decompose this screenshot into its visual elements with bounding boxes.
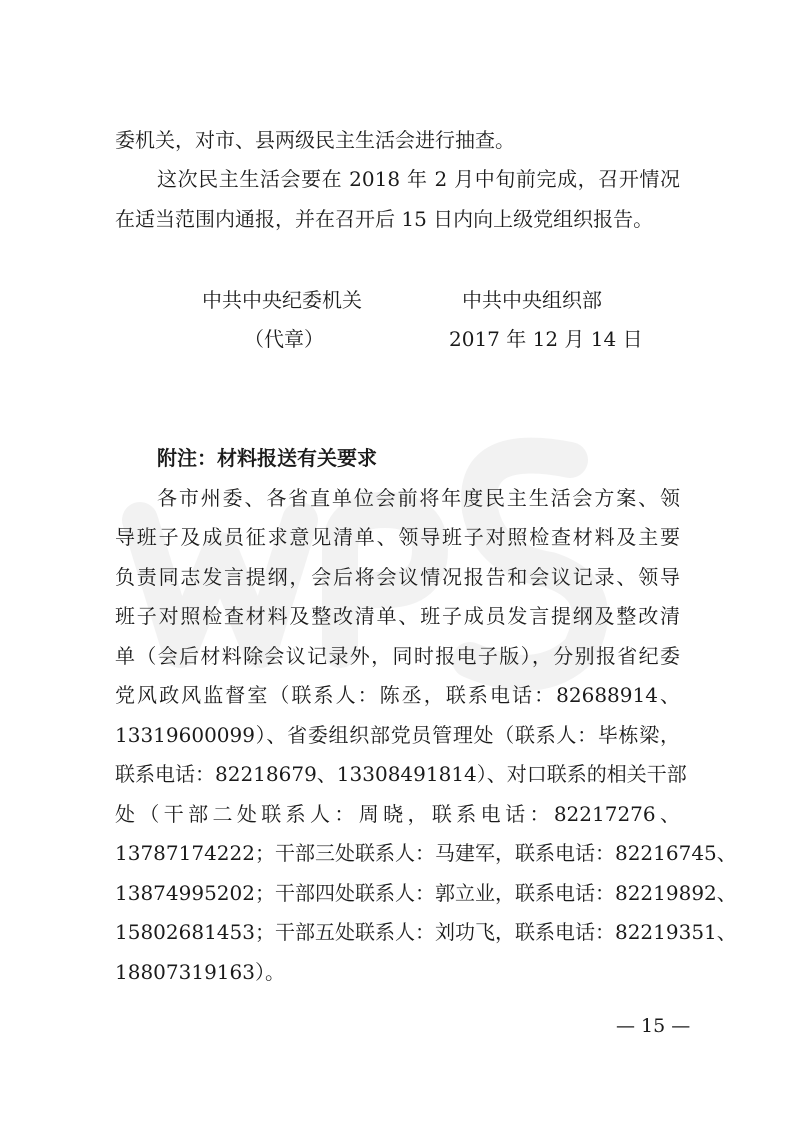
signature-date: 2017 年 12 月 14 日 bbox=[449, 327, 643, 351]
signature-left-org: 中共中央纪委机关 bbox=[202, 288, 362, 312]
page-number: — 15 — bbox=[616, 1015, 691, 1037]
text-line: 联系电话：82218679、13308491814）、对口联系的相关干部 bbox=[115, 762, 687, 786]
text-line: 这次民主生活会要在 2018 年 2 月中旬前完成，召开情况 bbox=[157, 167, 680, 191]
text-line: 委机关，对市、县两级民主生活会进行抽查。 bbox=[115, 128, 515, 152]
text-line: 单（会后材料除会议记录外，同时报电子版），分别报省纪委 bbox=[115, 644, 680, 668]
text-line: 13319600099）、省委组织部党员管理处（联系人：毕栋梁， bbox=[115, 723, 680, 747]
text-line: 15802681453；干部五处联系人：刘功飞，联系电话：82219351、 bbox=[115, 920, 737, 944]
text-line: 各市州委、各省直单位会前将年度民主生活会方案、领 bbox=[157, 486, 680, 510]
attachment-heading: 附注：材料报送有关要求 bbox=[157, 446, 377, 470]
signature-seal-note: （代章） bbox=[244, 327, 324, 351]
signature-right-org: 中共中央组织部 bbox=[462, 288, 602, 312]
text-line: 在适当范围内通报，并在召开后 15 日内向上级党组织报告。 bbox=[115, 207, 654, 231]
text-line: 处（干部二处联系人：周晓，联系电话：82217276、 bbox=[115, 802, 680, 826]
text-line: 班子对照检查材料及整改清单、班子成员发言提纲及整改清 bbox=[115, 604, 680, 628]
text-line: 党风政风监督室（联系人：陈丞，联系电话：82688914、 bbox=[115, 683, 680, 707]
text-line: 18807319163）。 bbox=[115, 960, 285, 984]
text-line: 13874995202；干部四处联系人：郭立业，联系电话：82219892、 bbox=[115, 881, 737, 905]
text-line: 负责同志发言提纲，会后将会议情况报告和会议记录、领导 bbox=[115, 565, 680, 589]
text-line: 13787174222；干部三处联系人：马建军，联系电话：82216745、 bbox=[115, 841, 737, 865]
text-line: 导班子及成员征求意见清单、领导班子对照检查材料及主要 bbox=[115, 525, 680, 549]
